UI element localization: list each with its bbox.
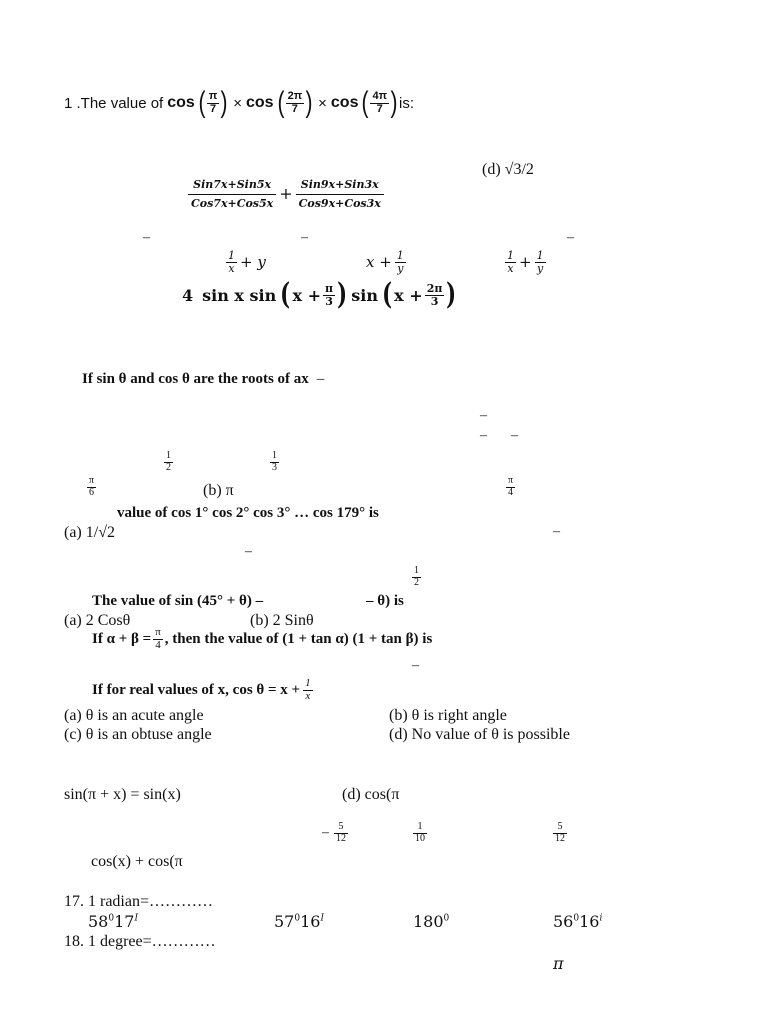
expr-1x-plus-y: $\frac{1}{x}$ + y (228, 249, 266, 275)
dash-7: – (553, 524, 560, 539)
q1-cos-1: cos (167, 94, 195, 111)
expr-1x-plus-1y: $\frac{1}{x}$ + $\frac{1}{y}$ (507, 249, 544, 275)
frac-sin9x: $\frac{\text{Sin9x+Sin3x}}{\text{Cos9x+Cos3x}}$ (296, 178, 384, 209)
question-18: 18. 1 degree=………… (64, 933, 216, 950)
theta-option-b: (b) θ is right angle (389, 707, 507, 724)
frac-one-half: $\frac{1}{2}$ (166, 450, 171, 473)
sin-pi-plus-x: sin(π + x) = sin(x) (64, 786, 181, 803)
q1-frac-4pi7: $\frac{4\pi}{7}$ (372, 89, 388, 115)
theta-option-c: (c) θ is an obtuse angle (64, 726, 212, 743)
q1-frac-2pi7: $\frac{2\pi}{7}$ (287, 89, 303, 115)
dash-1: – (143, 230, 150, 245)
dash-3: – (567, 230, 574, 245)
dash-9: – (412, 658, 419, 673)
dash-5: – (480, 428, 487, 443)
theta-option-a: (a) θ is an acute angle (64, 707, 204, 724)
theta-option-d: (d) No value of θ is possible (389, 726, 570, 743)
option-d-sqrt3: (d) √3/2 (482, 161, 534, 178)
roots-question: If sin θ and cos θ are the roots of ax – (82, 371, 325, 387)
q1-frac-pi7: $\frac{\pi}{7}$ (208, 89, 218, 115)
frac-one-half-2: $\frac{1}{2}$ (414, 565, 419, 588)
dash-6: – (511, 428, 518, 443)
cosx-plus-cospi: cos(x) + cos(π (91, 853, 183, 870)
q1-lead: 1 .The value of (64, 94, 164, 112)
fraction-expression (188, 178, 384, 209)
frac-plus: + (279, 184, 293, 204)
frac-1-10: $\frac{1}{10}$ (415, 821, 425, 844)
q1-times-1: × (233, 94, 242, 112)
frac-neg-5-12: – $\frac{5}{12}$ (322, 821, 346, 844)
option-a-sqrt2: (a) 1/√2 (64, 524, 115, 541)
frac-one-third: $\frac{1}{3}$ (272, 450, 277, 473)
tan-question: If α + β = $\frac{\pi}{4}$ , then the value of (1 + tan α) (1 + tan β) is (92, 626, 433, 651)
question-17: 17. 1 radian=………… (64, 893, 213, 910)
q1-tail: is: (399, 94, 415, 112)
cos-theta-question: If for real values of x, cos θ = x + $\frac{1}{x}$ (92, 677, 311, 702)
cos-product-question: value of cos 1° cos 2° cos 3° … cos 179° is (117, 505, 379, 521)
expr-x-plus-1y: x + $\frac{1}{y}$ (366, 249, 404, 275)
pi-symbol-last: π (553, 954, 564, 973)
frac-pi-4: $\frac{\pi}{4}$ (508, 475, 514, 498)
option-a-2cos: (a) 2 Cosθ (64, 612, 131, 629)
option-b-2sin: (b) 2 Sinθ (250, 612, 314, 629)
q1-cos-2: cos (246, 94, 274, 111)
sin-product-expression: 4 sin x sin ( x + $\frac{\pi}{3}$ ) sin ( x + $\frac{2\pi}{3}$ ) (182, 277, 457, 312)
dash-4: – (480, 408, 487, 423)
frac-5-12: $\frac{5}{12}$ (555, 821, 565, 844)
dash-2: – (301, 230, 308, 245)
q1-times-2: × (318, 94, 327, 112)
question-1: 1 .The value of cos ( $\frac{\pi}{7}$ ) × cos ( $\frac{2\pi}{7}$ ) × cos ( $\frac{4\pi}{7}$ ) is: (64, 86, 415, 119)
sin45-question-b: – θ) is (366, 593, 404, 609)
option-b-pi: (b) π (203, 482, 234, 499)
q17-option-c: $180^0$ (413, 912, 450, 931)
q17-option-d: $56^016^i$ (553, 912, 603, 931)
sin45-question-a: The value of sin (45° + θ) – (92, 593, 264, 609)
frac-sin7x: $\frac{\text{Sin7x+Sin5x}}{\text{Cos7x+Cos5x}}$ (188, 178, 276, 209)
dash-8: – (245, 544, 252, 559)
q17-option-a: $58^017^I$ (88, 912, 139, 931)
q1-cos-3: cos (330, 94, 359, 111)
option-d-cospi: (d) cos(π (342, 786, 400, 803)
q17-option-b: $57^016^I$ (274, 912, 325, 931)
frac-pi-6: $\frac{\pi}{6}$ (89, 475, 95, 498)
